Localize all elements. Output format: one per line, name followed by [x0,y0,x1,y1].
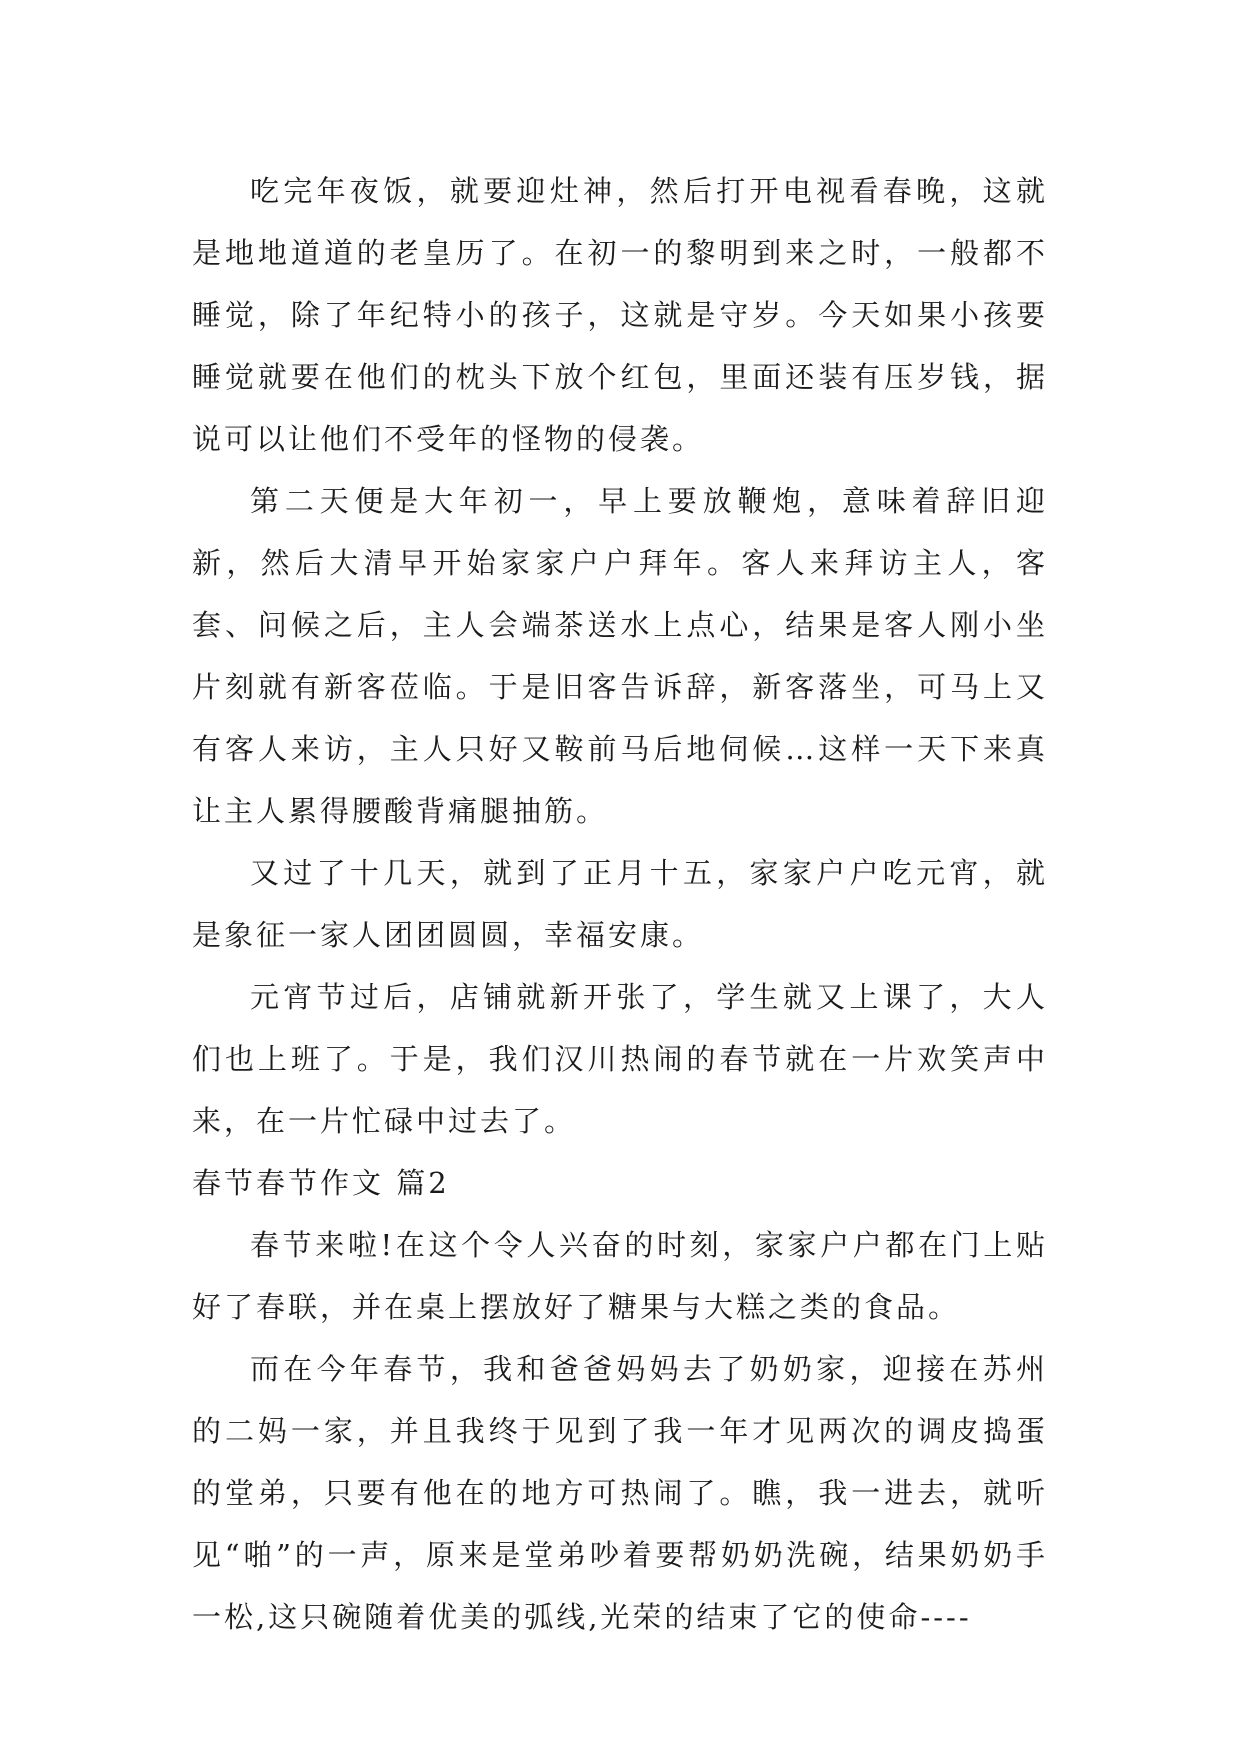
paragraph: 而在今年春节，我和爸爸妈妈去了奶奶家，迎接在苏州的二妈一家，并且我终于见到了我一年才见两次的调皮捣蛋的堂弟，只要有他在的地方可热闹了。瞧，我一进去，就听见“啪”的一声，原来是堂弟吵着要帮奶奶洗碗，结果奶奶手一松,这只碗随着优美的弧线,光荣的结束了它的使命---- [192,1352,1048,1634]
paragraph: 春节来啦!在这个令人兴奋的时刻，家家户户都在门上贴好了春联，并在桌上摆放好了糖果与大糕之类的食品。 [192,1228,1048,1324]
section-heading: 春节春节作文 篇2 [192,1166,450,1200]
paragraph: 第二天便是大年初一，早上要放鞭炮，意味着辞旧迎新，然后大清早开始家家户户拜年。客人来拜访主人，客套、问候之后，主人会端茶送水上点心，结果是客人刚小坐片刻就有新客莅临。于是旧客告诉辞，新客落坐，可马上又有客人来访，主人只好又鞍前马后地伺候…这样一天下来真让主人累得腰酸背痛腿抽筋。 [192,484,1048,828]
paragraph: 元宵节过后，店铺就新开张了，学生就又上课了，大人们也上班了。于是，我们汉川热闹的春节就在一片欢笑声中来，在一片忙碌中过去了。 [192,980,1048,1138]
paragraph: 又过了十几天，就到了正月十五，家家户户吃元宵，就是象征一家人团团圆圆，幸福安康。 [192,856,1048,952]
document-page [192,160,1048,1648]
paragraph: 吃完年夜饭，就要迎灶神，然后打开电视看春晚，这就是地地道道的老皇历了。在初一的黎明到来之时，一般都不睡觉，除了年纪特小的孩子，这就是守岁。今天如果小孩要睡觉就要在他们的枕头下放个红包，里面还装有压岁钱，据说可以让他们不受年的怪物的侵袭。 [192,174,1048,456]
